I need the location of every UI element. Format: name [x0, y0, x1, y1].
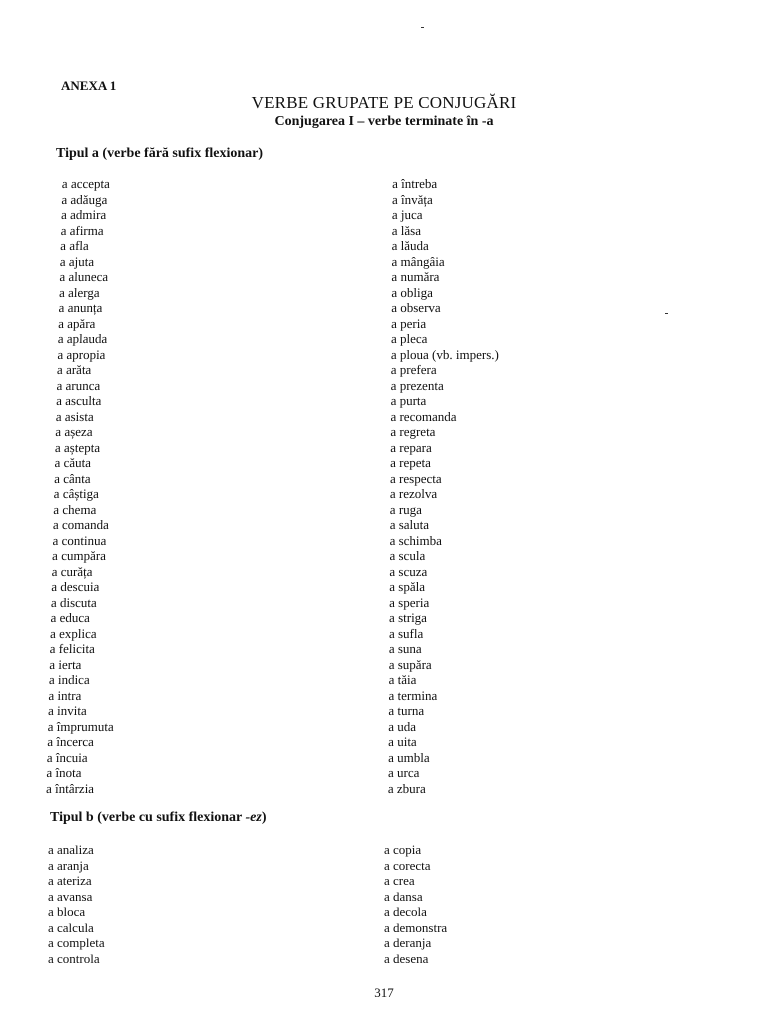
verb-list-item: a încerca: [47, 734, 95, 749]
verb-list-item: a apropia: [57, 346, 106, 362]
verb-list-item: a suna: [388, 641, 422, 656]
verb-list-item: a ploua (vb. impers.): [390, 346, 499, 362]
verb-list-item: a regreta: [390, 424, 436, 439]
verb-list-item: a ruga: [389, 501, 423, 517]
verb-list-item: a adăuga: [61, 191, 108, 207]
verb-list-item: a întreba: [392, 176, 438, 191]
verb-list-item: a pleca: [390, 331, 428, 346]
verb-list-item: a recomanda: [390, 408, 457, 424]
verb-list-item: a aștepta: [54, 439, 101, 455]
verb-list-item: a încuia: [46, 749, 88, 765]
verb-list-item: a continua: [52, 532, 107, 548]
verb-list-type-b-right: [384, 842, 447, 966]
verb-list-item: a lăsa: [391, 222, 422, 238]
verb-list-item: a asista: [55, 408, 94, 424]
verb-list-item: a speria: [389, 594, 430, 610]
verb-list-item: a accepta: [61, 176, 111, 191]
verb-list-item: a repara: [390, 439, 432, 455]
verb-list-item: a completa: [48, 935, 105, 950]
verb-list-type-a-right: [388, 176, 500, 796]
page-number: 317: [374, 985, 394, 1000]
verb-list-item: a scula: [389, 548, 426, 563]
verb-list-item: a înota: [46, 765, 82, 780]
verb-list-item: a curăța: [51, 563, 93, 579]
verb-list-item: a ajuta: [59, 253, 95, 269]
verb-list-item: a juca: [391, 207, 423, 222]
verb-list-item: a bloca: [48, 904, 86, 919]
verb-list-item: a umbla: [388, 749, 430, 765]
section-heading-type-b-close: ): [261, 810, 267, 825]
verb-list-item: a așeza: [55, 424, 93, 439]
verb-list-item: a uita: [388, 734, 417, 749]
verb-list-item: a asculta: [56, 393, 102, 408]
verb-list-item: a lăuda: [391, 238, 429, 253]
verb-list-item: a aluneca: [59, 269, 109, 284]
verb-list-item: a crea: [384, 873, 415, 888]
verb-list-item: a observa: [391, 300, 441, 315]
verb-list-item: a indica: [48, 672, 90, 687]
verb-list-item: a descuia: [51, 579, 100, 594]
verb-list-item: a saluta: [389, 517, 430, 532]
verb-list-item: a obliga: [391, 284, 433, 300]
page-title: VERBE GRUPATE PE CONJUGĂRI: [251, 93, 517, 112]
verb-list-item: a termina: [388, 687, 438, 703]
verb-list-item: a spăla: [389, 579, 426, 594]
verb-list-item: a discuta: [50, 594, 98, 610]
verb-list-item: a câștiga: [53, 486, 100, 501]
verb-list-item: a analiza: [48, 842, 94, 857]
verb-list-item: a prefera: [390, 362, 437, 377]
verb-list-item: a scuza: [389, 563, 428, 579]
verb-list-item: a turna: [388, 703, 425, 718]
verb-list-item: a arunca: [56, 377, 101, 393]
verb-list-item: a aranja: [48, 857, 89, 873]
verb-list-item: a supăra: [388, 656, 432, 672]
section-heading-type-b-text: Tipul b (verbe cu sufix flexionar: [50, 810, 246, 825]
verb-list-item: a învăța: [391, 191, 433, 207]
verb-list-item: a desena: [384, 950, 429, 966]
verb-list-item: a chema: [53, 501, 97, 517]
verb-list-item: a sufla: [388, 625, 424, 641]
verb-list-item: a deranja: [384, 935, 432, 950]
verb-list-item: a arăta: [56, 362, 92, 377]
verb-list-item: a avansa: [48, 888, 93, 904]
verb-list-item: a număra: [391, 269, 440, 284]
verb-list-item: a dansa: [384, 888, 423, 904]
verb-list-item: a purta: [390, 393, 427, 408]
verb-list-item: a rezolva: [389, 486, 438, 501]
verb-list-item: a împrumuta: [47, 718, 114, 734]
verb-list-item: a peria: [391, 315, 427, 331]
verb-list-item: a copia: [384, 842, 422, 857]
verb-list-item: a decola: [384, 904, 427, 919]
section-heading-type-b-suffix: -ez: [245, 810, 262, 825]
verb-list-item: a urca: [387, 765, 420, 780]
annex-label: ANEXA 1: [61, 78, 117, 93]
verb-list-item: a cumpăra: [51, 548, 107, 563]
verb-list-type-a-left: [46, 176, 128, 796]
verb-list-item: a ierta: [49, 656, 82, 672]
verb-list-item: a educa: [50, 610, 91, 625]
verb-list-item: a demonstra: [384, 919, 448, 935]
verb-list-item: a calcula: [48, 919, 94, 935]
verb-list-item: a intra: [48, 687, 82, 703]
verb-list-item: a prezenta: [390, 377, 444, 393]
verb-list-item: a invita: [47, 703, 87, 718]
verb-list-item: a afla: [60, 238, 90, 253]
page-subtitle: Conjugarea I – verbe terminate în -a: [274, 114, 494, 129]
verb-list-item: a aplauda: [57, 331, 108, 346]
verb-list-type-b-left: [48, 842, 105, 966]
section-heading-type-a: Tipul a (verbe fără sufix flexionar): [56, 146, 264, 161]
verb-list-item: a tăia: [388, 672, 417, 687]
verb-list-item: a anunța: [58, 300, 103, 315]
section-heading-type-b: [50, 810, 267, 826]
verb-list-item: a felicita: [49, 641, 96, 656]
scan-speck: [421, 27, 424, 28]
scan-speck: [665, 313, 668, 314]
verb-list-item: a alerga: [58, 284, 100, 300]
verb-list-item: a întârzia: [45, 780, 95, 796]
verb-list-item: a căuta: [54, 455, 92, 470]
verb-list-item: a explica: [49, 625, 97, 641]
verb-list-item: a controla: [48, 950, 100, 966]
verb-list-item: a schimba: [389, 532, 443, 548]
verb-list-item: a respecta: [390, 470, 442, 486]
verb-list-item: a striga: [389, 610, 428, 625]
verb-list-item: a admira: [60, 207, 107, 222]
verb-list-item: a ateriza: [48, 873, 92, 888]
verb-list-item: a afirma: [60, 222, 104, 238]
verb-list-item: a comanda: [52, 517, 110, 532]
verb-list-item: a cânta: [54, 470, 91, 486]
verb-list-item: a repeta: [390, 455, 431, 470]
verb-list-item: a zbura: [387, 780, 426, 796]
verb-list-item: a corecta: [384, 857, 431, 873]
verb-list-item: a apăra: [58, 315, 96, 331]
verb-list-item: a uda: [388, 718, 417, 734]
verb-list-item: a mângâia: [391, 253, 445, 269]
